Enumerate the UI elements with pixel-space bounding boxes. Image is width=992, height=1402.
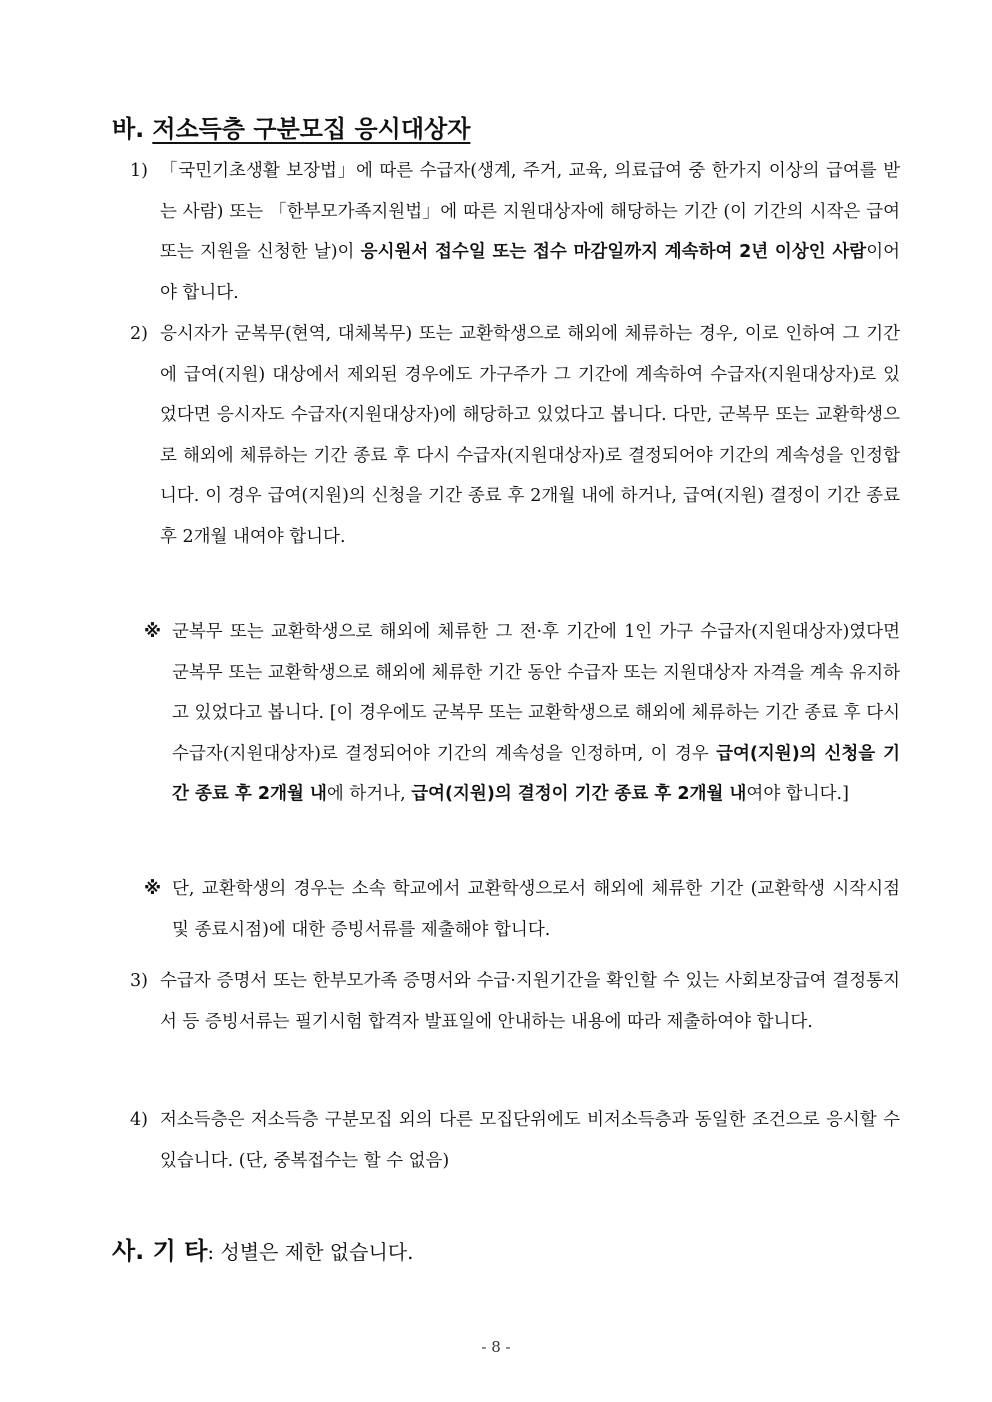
item-number: 1)	[130, 161, 148, 181]
item-number: 2)	[130, 324, 148, 344]
list-item	[130, 151, 900, 313]
section-heading-sa	[112, 1236, 413, 1267]
list-item	[130, 314, 900, 557]
section-title: 저소득층 구분모집 응시대상자	[152, 115, 471, 143]
note-item	[144, 612, 900, 815]
item-text: 응시자가 군복무(현역, 대체복무) 또는 교환학생으로 해외에 체류하는 경우, 이로 인하여 그 기간에 급여(지원) 대상에서 제외된 경우에도 가구주가 그 기간에 계속하여 수급자(지원대상자)로 있었다면 응시자도 수급자(지원대상자)에 해당하고 있었다고 봅니다. 다만, 군복무 또는 교환학생으로 해외에 체류하는 기간 종료 후 다시 수급자(지원대상자)로 결정되어야 기간의 계속성을 인정합니다. 이 경우 급여(지원)의 신청을 기간 종료 후 2개월 내에 하거나, 급여(지원) 결정이 기간 종료 후 2개월 내여야 합니다.	[160, 324, 900, 547]
note-text: 단, 교환학생의 경우는 소속 학교에서 교환학생으로서 해외에 체류한 기간 (교환학생 시작시점 및 종료시점)에 대한 증빙서류를 제출해야 합니다.	[172, 879, 900, 940]
item-text: 저소득층은 저소득층 구분모집 외의 다른 모집단위에도 비저소득층과 동일한 조건으로 응시할 수 있습니다. (단, 중복접수는 할 수 없음)	[160, 1110, 900, 1171]
note-text-part: 군복무 또는 교환학생으로 해외에 체류한 그 전·후 기간에 1인 가구 수급자(지원대상자)였다면 군복무 또는 교환학생으로 해외에 체류한 기간 동안 수급자 또는 지원대상자 자격을 계속 유지하고 있었다고 봅니다. [이 경우에도 군복무 또는 교환학생으로 해외에 체류하는 기간 종료 후 다시 수급자(지원대상자)로 결정되어야 기간의 계속성을 인정하며, 이 경우	[172, 622, 900, 764]
list-item	[130, 1100, 900, 1181]
page-number: - 8 -	[481, 1338, 511, 1356]
section-heading-ba	[112, 114, 470, 144]
section-text: : 성별은 제한 없습니다.	[207, 1240, 414, 1264]
section-label: 바.	[112, 115, 145, 143]
item-emphasis: 응시원서 접수일 또는 접수 마감일까지 계속하여 2년 이상인 사람	[360, 242, 867, 262]
reference-mark: ※	[144, 622, 162, 642]
note-text-part: 에 하거나,	[326, 784, 412, 804]
note-text	[172, 612, 900, 815]
item-number: 3)	[130, 971, 148, 991]
note-emphasis: 급여(지원)의 결정이 기간 종료 후 2개월 내	[411, 784, 747, 804]
note-item	[144, 869, 900, 950]
item-text	[160, 151, 900, 313]
item-number: 4)	[130, 1110, 148, 1130]
item-text-part: 이어야 합니다.	[160, 242, 900, 303]
list-item	[130, 961, 900, 1042]
note-emphasis: 급여(지원)의 신청을 기간 종료 후 2개월 내	[172, 743, 900, 804]
item-text: 수급자 증명서 또는 한부모가족 증명서와 수급·지원기간을 확인할 수 있는 사회보장급여 결정통지서 등 증빙서류는 필기시험 합격자 발표일에 안내하는 내용에 따라 제출하여야 합니다.	[160, 971, 900, 1032]
note-text-part: 여야 합니다.]	[746, 784, 849, 804]
section-label: 사. 기 타	[112, 1237, 208, 1265]
reference-mark: ※	[144, 879, 162, 899]
item-text-part: 「국민기초생활 보장법」에 따른 수급자(생계, 주거, 교육, 의료급여 중 한가지 이상의 급여를 받는 사람) 또는 「한부모가족지원법」에 따른 지원대상자에 해당하는 기간 (이 기간의 시작은 급여 또는 지원을 신청한 날)이	[160, 161, 900, 262]
